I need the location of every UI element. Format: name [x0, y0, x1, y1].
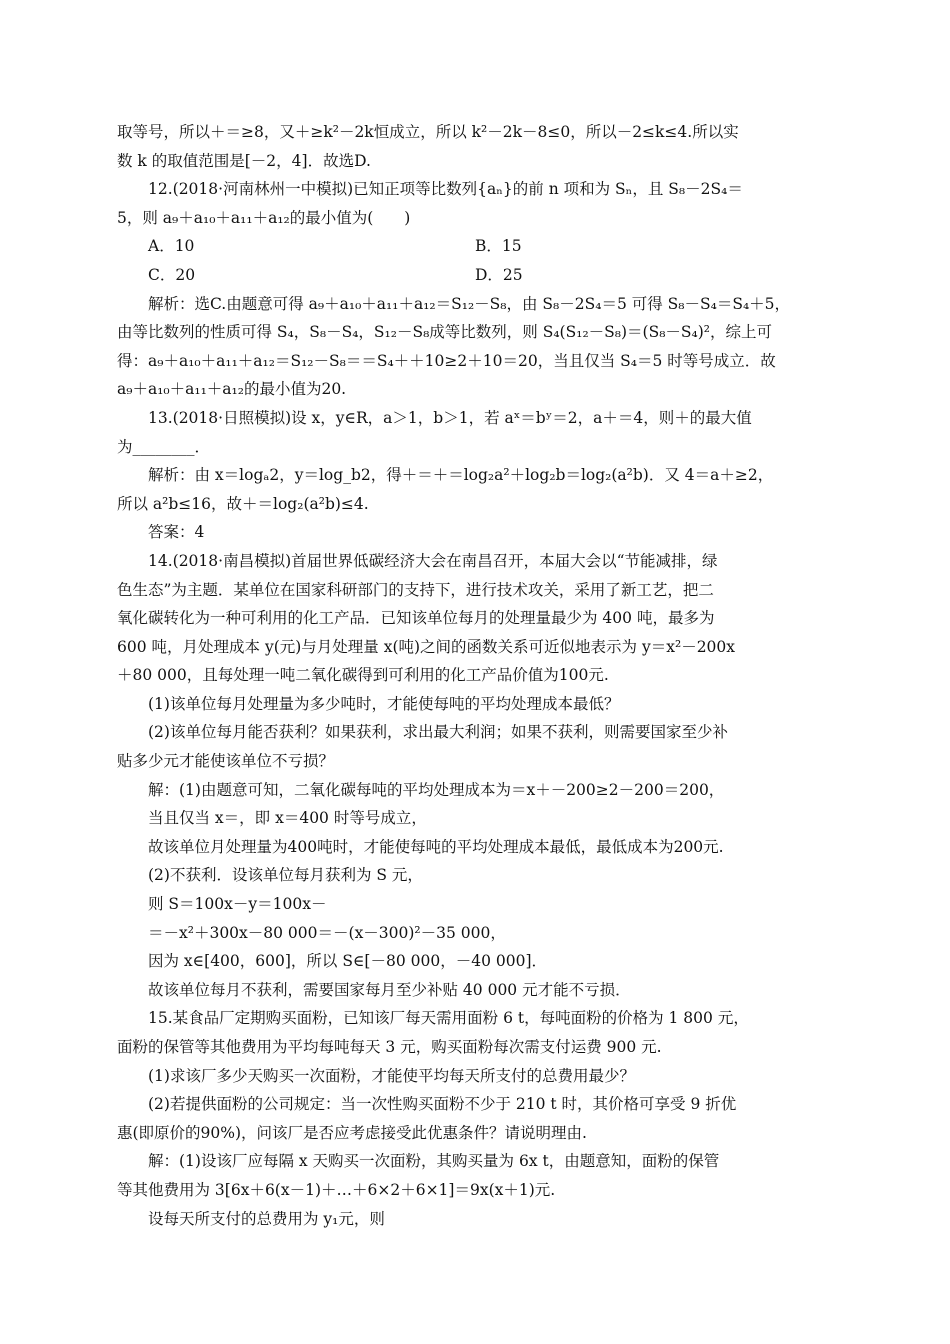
- document-page: [117, 118, 832, 1233]
- answer-choices-row: [117, 261, 832, 290]
- text-line: 数 k 的取值范围是[－2，4]．故选D.: [117, 151, 371, 170]
- text-line: ＋80 000，且每处理一吨二氧化碳得到可利用的化工产品价值为100元.: [117, 666, 609, 685]
- text-line: 13.(2018·日照模拟)设 x，y∈R，a＞1，b＞1，若 aˣ＝bʸ＝2，a＋＝4，则＋的最大值: [148, 408, 752, 427]
- answer-choice: C．20: [148, 265, 196, 284]
- text-line: 解：(1)由题意可知，二氧化碳每吨的平均处理成本为＝x＋－200≥2－200＝200，: [148, 780, 725, 799]
- text-line: 600 吨，月处理成本 y(元)与月处理量 x(吨)之间的函数关系可近似地表示为 y＝x²－200x: [117, 637, 736, 656]
- text-line: 当且仅当 x＝，即 x＝400 时等号成立，: [148, 809, 427, 828]
- text-line: (1)求该厂多少天购买一次面粉，才能使平均每天所支付的总费用最少？: [148, 1066, 635, 1085]
- text-line: 故该单位月处理量为400吨时，才能使每吨的平均处理成本最低，最低成本为200元.: [148, 837, 724, 856]
- text-line: 答案：4: [148, 523, 205, 542]
- text-line: 12.(2018·河南林州一中模拟)已知正项等比数列{aₙ}的前 n 项和为 Sₙ，且 S₈－2S₄＝: [148, 180, 743, 199]
- text-line: 所以 a²b≤16，故＋＝log₂(a²b)≤4.: [117, 494, 369, 513]
- text-line: 解析：选C.由题意可得 a₉＋a₁₀＋a₁₁＋a₁₂＝S₁₂－S₈，由 S₈－2S₄＝5 可得 S₈－S₄＝S₄＋5，: [148, 294, 791, 313]
- text-line: 14.(2018·南昌模拟)首届世界低碳经济大会在南昌召开，本届大会以“节能减排，绿: [148, 551, 718, 570]
- answer-choice: A．10: [148, 237, 195, 256]
- text-line: (2)若提供面粉的公司规定：当一次性购买面粉不少于 210 t 时，其价格可享受 9 折优: [148, 1095, 737, 1114]
- text-line: 由等比数列的性质可得 S₄，S₈－S₄，S₁₂－S₈成等比数列，则 S₄(S₁₂－S₈)＝(S₈－S₄)²，综上可: [117, 323, 773, 342]
- text-line: 为________．: [117, 437, 211, 456]
- text-line: 氧化碳转化为一种可利用的化工产品．已知该单位每月的处理量最少为 400 吨，最多为: [117, 609, 715, 628]
- text-line: 面粉的保管等其他费用为平均每吨每天 3 元，购买面粉每次需支付运费 900 元.: [117, 1038, 662, 1056]
- text-line: 解析：由 x＝logₐ2，y＝log_b2，得＋＝＋＝log₂a²＋log₂b＝log₂(a²b)．又 4＝a＋≥2，: [148, 466, 774, 485]
- text-line: 设每天所支付的总费用为 y₁元，则: [148, 1209, 385, 1228]
- text-line: 故该单位每月不获利，需要国家每月至少补贴 40 000 元才能不亏损．: [148, 980, 631, 999]
- text-line: 因为 x∈[400，600]，所以 S∈[－80 000，－40 000]．: [148, 952, 547, 971]
- answer-choice: B．15: [475, 237, 522, 256]
- text-line: a₉＋a₁₀＋a₁₁＋a₁₂的最小值为20.: [117, 380, 347, 399]
- text-line: (2)不获利．设该单位每月获利为 S 元，: [148, 866, 423, 885]
- text-line: ＝－x²＋300x－80 000＝－(x－300)²－35 000，: [148, 923, 506, 942]
- text-line: 得：a₉＋a₁₀＋a₁₁＋a₁₂＝S₁₂－S₈＝＝S₄＋＋10≥2＋10＝20，当且仅当 S₄＝5 时等号成立．故: [117, 351, 776, 370]
- text-line: 5，则 a₉＋a₁₀＋a₁₁＋a₁₂的最小值为( ): [117, 208, 411, 227]
- text-line: 15.某食品厂定期购买面粉，已知该厂每天需用面粉 6 t，每吨面粉的价格为 1 800 元，: [148, 1009, 749, 1028]
- text-line: 则 S＝100x－y＝100x－: [148, 895, 327, 914]
- text-line: 解：(1)设该厂应每隔 x 天购买一次面粉，其购买量为 6x t，由题意知，面粉的保管: [148, 1152, 720, 1171]
- document-body: [117, 118, 832, 1233]
- text-line: 等其他费用为 3[6x＋6(x－1)＋…＋6×2＋6×1]＝9x(x＋1)元.: [117, 1180, 556, 1199]
- text-line: 惠(即原价的90%)，问该厂是否应考虑接受此优惠条件？请说明理由.: [117, 1123, 587, 1142]
- answer-choices-row: [117, 232, 832, 261]
- text-line: 取等号，所以＋＝≥8，又＋≥k²－2k恒成立，所以 k²－2k－8≤0，所以－2≤k≤4.所以实: [117, 123, 739, 141]
- text-line: 贴多少元才能使该单位不亏损？: [117, 752, 335, 771]
- text-line: 色生态”为主题．某单位在国家科研部门的支持下，进行技术攻关，采用了新工艺，把二: [117, 580, 714, 599]
- answer-choice: D．25: [475, 265, 523, 284]
- text-line: (1)该单位每月处理量为多少吨时，才能使每吨的平均处理成本最低？: [148, 694, 620, 713]
- text-line: (2)该单位每月能否获利？如果获利，求出最大利润；如果不获利，则需要国家至少补: [148, 723, 728, 742]
